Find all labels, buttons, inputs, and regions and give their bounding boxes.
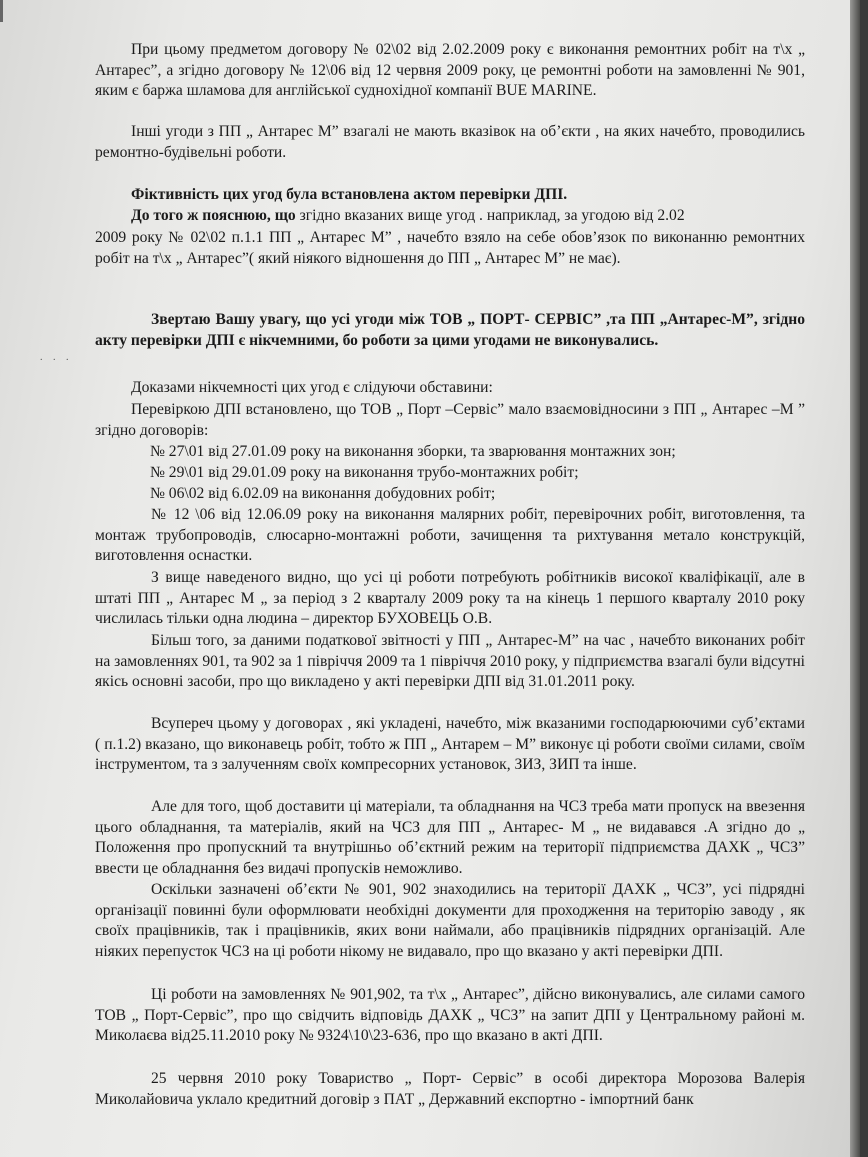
- page-edge-mark: [0, 0, 3, 22]
- paragraph-check: Перевіркою ДПІ встановлено, що ТОВ „ Порт –Сервіс” мало взаємовідносини з ПП „ Антарес –М ” згідно договорів:: [95, 401, 805, 439]
- paragraph-tax-report: Більш того, за даними податкової звітності у ПП „ Антарес-М” на час , начебто виконаних робіт на замовленнях 901, та 902 за 1 півріччя 2009 та 1 півріччя 2010 року, у підприємства взагалі були відсутні якісь основні засоби, про що викладено у акті перевірки ДПІ від 31.01.2011 року.: [95, 632, 805, 690]
- section-heading-fictitious: Фіктивність цих угод була встановлена актом перевірки ДПІ.: [131, 186, 568, 203]
- paragraph-2: Інші угоди з ПП „ Антарес М” взагалі не мають вказівок на об’єкти , на яких начебто, проводились ремонтно-будівельні роботи.: [95, 123, 805, 161]
- contract-item-4: № 12 \06 від 12.06.09 року на виконання малярних робіт, перевірочних робіт, виготовлення, та монтаж трубопроводів, слюсарно-монтажні роботи, зачищення та рихтування метало конструкцій, виготовлення оснастки.: [95, 506, 805, 564]
- paragraph-3-cont: 2009 року № 02\02 п.1.1 ПП „ Антарес М” , начебто взяло на себе обов’язок по виконанню ремонтних робіт на т\х „ Антарес”( який ніякого відношення до ПП „ Антарес М” не має).: [95, 229, 805, 267]
- contract-item-3: № 06\02 від 6.02.09 на виконання добудовних робіт;: [150, 485, 496, 502]
- paragraph-1: При цьому предметом договору № 02\02 від 2.02.2009 року є виконання ремонтних робіт на т\х „ Антарес”, а згідно договору № 12\06 від 12 червня 2009 року, це ремонтні роботи на замовленні № 901, яким є баржа шламова для англійської суднохідної компанії BUE MARINE.: [95, 41, 805, 99]
- contract-item-1: № 27\01 від 27.01.09 року на виконання зборки, та зварювання монтажних зон;: [150, 443, 676, 460]
- section-heading-attention: Звертаю Вашу увагу, що усі угоди між ТОВ „ ПОРТ- СЕРВІС” ,та ПП „Антарес-М”, згідно акту перевірки ДПІ є нікчемними, бо роботи за цими угодами не виконувались.: [95, 311, 805, 349]
- paragraph-3-bold: До того ж пояснюю, що: [131, 207, 296, 224]
- paragraph-evidence: Доказами нікчемності цих угод є слідуючи обставини:: [131, 379, 493, 396]
- paragraph-3-lead: [95, 206, 805, 227]
- paragraph-pass: Але для того, щоб доставити ці матеріали, та обладнання на ЧСЗ треба мати пропуск на ввезення цього обладнання, та матеріалів, який на ЧСЗ для ПП „ Антарес- М „ не видавався .А згідно до „ Положення про пропускний та внутрішньо об’єктний режим на території підприємства ДАХК „ ЧСЗ” ввести це обладнання без видачі пропусків неможливо.: [95, 798, 805, 877]
- paragraph-contracts: Всупереч цьому у договорах , які укладені, начебто, між вказаними господарюючими суб’єктами ( п.1.2) вказано, що виконавець робіт, тобто ж ПП „ Антарем – М” виконує ці роботи своїми силами, своїм інструментом, та з залученням своїх компресорних установок, ЗИЗ, ЗИП та інше.: [95, 715, 805, 773]
- page-shadow-edge: [850, 0, 860, 1157]
- paragraph-orders: Ці роботи на замовленнях № 901,902, та т\х „ Антарес”, дійсно виконувались, але силами самого ТОВ „ Порт-Сервіс”, про що свідчить відповідь ДАХК „ ЧСЗ” на запит ДПІ у Центральному районі м. Миколаєва від25.11.2010 року № 9324\10\23-636, про що вказано в акті ДПІ.: [95, 986, 805, 1044]
- paragraph-qualification: З вище наведеного видно, що усі ці роботи потребують робітників високої кваліфікації, але в штаті ПП „ Антарес М „ за період з 2 кварталу 2009 року та на кінець 1 першого кварталу 2010 року числилась тільки одна людина – директор БУХОВЕЦЬ О.В.: [95, 569, 805, 627]
- contract-item-2: № 29\01 від 29.01.09 року на виконання трубо-монтажних робіт;: [150, 464, 579, 481]
- paragraph-objects: Оскільки зазначені об’єкти № 901, 902 знаходились на території ДАХК „ ЧСЗ”, усі підрядні організації повинні були оформлювати необхідні документи для проходження на територію заводу , як своїх працівників, так і працівників, яких вони наймали, або працівників підрядних організацій. Але ніяких перепусток ЧСЗ на ці роботи нікому не видавало, про що вказано у акті перевірки ДПІ.: [95, 881, 805, 960]
- margin-dots: . . .: [40, 352, 73, 363]
- paragraph-credit: 25 червня 2010 року Товариство „ Порт- Сервіс” в особі директора Морозова Валерія Миколайовича уклало кредитний договір з ПАТ „ Державний експортно - імпортний банк: [95, 1070, 805, 1108]
- paragraph-3-rest: згідно вказаних вище угод . наприклад, за угодою від 2.02: [295, 207, 685, 224]
